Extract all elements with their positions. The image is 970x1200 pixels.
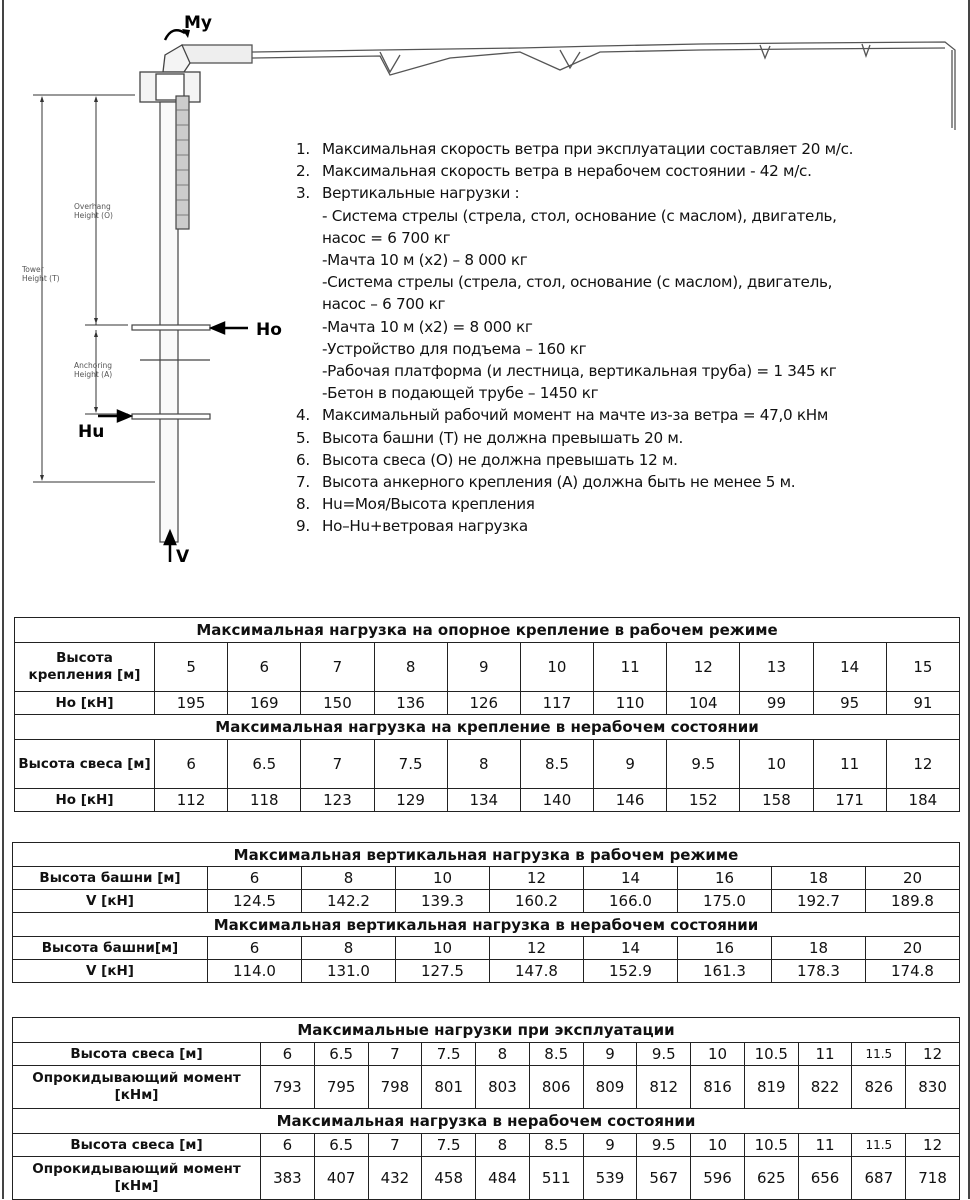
table-row bbox=[13, 960, 960, 983]
table-cell: 809 bbox=[583, 1066, 637, 1109]
note-number: 5. bbox=[296, 428, 310, 447]
table-section-title: Максимальная вертикальная нагрузка в рабочем режиме bbox=[13, 843, 960, 867]
table-cell: 8.5 bbox=[520, 740, 593, 789]
row-header: Ho [кН] bbox=[15, 692, 155, 715]
table-cell: 5 bbox=[155, 643, 228, 692]
row-header: V [кН] bbox=[13, 890, 208, 913]
note-item bbox=[296, 160, 956, 182]
table-cell: 6 bbox=[155, 740, 228, 789]
table-cell: 91 bbox=[886, 692, 959, 715]
table-row bbox=[13, 937, 960, 960]
row-header: Опрокидывающий момент [кНм] bbox=[13, 1066, 261, 1109]
note-item bbox=[296, 138, 956, 160]
note-item bbox=[296, 182, 956, 204]
table-cell: 8 bbox=[447, 740, 520, 789]
row-header: Высота башни [м] bbox=[13, 867, 208, 890]
note-item: насос – 6 700 кг bbox=[322, 295, 446, 314]
table-cell: 9.5 bbox=[667, 740, 740, 789]
table-cell: 175.0 bbox=[678, 890, 772, 913]
table-cell: 9 bbox=[583, 1043, 637, 1066]
table-cell: 7 bbox=[368, 1043, 422, 1066]
table-cell: 9 bbox=[594, 740, 667, 789]
note-item bbox=[296, 471, 956, 493]
moment-arrow-icon bbox=[165, 30, 185, 40]
table-cell: 8 bbox=[302, 867, 396, 890]
table-cell: 10 bbox=[396, 867, 490, 890]
table-cell: 10 bbox=[396, 937, 490, 960]
table-cell: 14 bbox=[584, 937, 678, 960]
table-cell: 9 bbox=[583, 1134, 637, 1157]
table-row bbox=[15, 740, 960, 789]
table-cell: 12 bbox=[906, 1043, 960, 1066]
table-cell: 596 bbox=[691, 1157, 745, 1200]
table-cell: 801 bbox=[422, 1066, 476, 1109]
table-cell: 7 bbox=[301, 740, 374, 789]
note-number: 8. bbox=[296, 495, 310, 514]
table-cell: 123 bbox=[301, 789, 374, 812]
table-title-row bbox=[15, 618, 960, 643]
hu-arrow-icon bbox=[98, 411, 130, 421]
table-cell: 139.3 bbox=[396, 890, 490, 913]
table-cell: 146 bbox=[594, 789, 667, 812]
table-cell: 18 bbox=[772, 867, 866, 890]
overturning-moment-table bbox=[12, 1017, 960, 1200]
note-item: -Бетон в подающей трубе – 1450 кг bbox=[322, 384, 599, 403]
table-cell: 407 bbox=[314, 1157, 368, 1200]
note-item bbox=[296, 427, 956, 449]
table-cell: 142.2 bbox=[302, 890, 396, 913]
table-section-title: Максимальная вертикальная нагрузка в нерабочем состоянии bbox=[13, 913, 960, 937]
note-text: Высота свеса (O) не должна превышать 12 м. bbox=[322, 450, 678, 469]
note-number: 7. bbox=[296, 473, 310, 492]
tower-label-2: Height (T) bbox=[22, 274, 60, 283]
table-cell: 8 bbox=[374, 643, 447, 692]
table-cell: 10 bbox=[520, 643, 593, 692]
table-row bbox=[15, 643, 960, 692]
v-label: V bbox=[176, 547, 190, 567]
ho-label: Ho bbox=[256, 320, 282, 340]
table-cell: 126 bbox=[447, 692, 520, 715]
table-cell: 12 bbox=[490, 867, 584, 890]
table-row bbox=[13, 1066, 960, 1109]
row-header: Высота свеса [м] bbox=[15, 740, 155, 789]
row-header: Высота свеса [м] bbox=[13, 1043, 261, 1066]
table-title-row bbox=[13, 843, 960, 867]
table-cell: 184 bbox=[886, 789, 959, 812]
table-row bbox=[13, 1157, 960, 1200]
note-number: 6. bbox=[296, 450, 310, 469]
table-row bbox=[15, 789, 960, 812]
table-cell: 7.5 bbox=[422, 1134, 476, 1157]
table-cell: 656 bbox=[798, 1157, 852, 1200]
overhang-label-1: Overhang bbox=[74, 202, 111, 211]
table-cell: 14 bbox=[584, 867, 678, 890]
table-cell: 798 bbox=[368, 1066, 422, 1109]
note-item bbox=[296, 493, 956, 515]
table-cell: 15 bbox=[886, 643, 959, 692]
table-cell: 16 bbox=[678, 937, 772, 960]
table-section-title: Максимальные нагрузки при эксплуатации bbox=[13, 1018, 960, 1043]
note-item: -Мачта 10 м (x2) = 8 000 кг bbox=[322, 317, 533, 336]
table-cell: 169 bbox=[228, 692, 301, 715]
note-number: 4. bbox=[296, 406, 310, 425]
table-cell: 6 bbox=[228, 643, 301, 692]
table-cell: 6 bbox=[208, 937, 302, 960]
table-cell: 8 bbox=[302, 937, 396, 960]
table-cell: 8 bbox=[476, 1134, 530, 1157]
table-cell: 20 bbox=[866, 937, 960, 960]
hu-label: Hu bbox=[78, 422, 105, 442]
anchoring-label-2: Height (A) bbox=[74, 370, 113, 379]
anchor-load-table bbox=[14, 617, 960, 812]
table-cell: 687 bbox=[852, 1157, 906, 1200]
table-section-title: Максимальная нагрузка на опорное крепление в рабочем режиме bbox=[15, 618, 960, 643]
table-cell: 718 bbox=[906, 1157, 960, 1200]
table-cell: 9.5 bbox=[637, 1134, 691, 1157]
table-cell: 192.7 bbox=[772, 890, 866, 913]
table-cell: 458 bbox=[422, 1157, 476, 1200]
table-cell: 7 bbox=[301, 643, 374, 692]
table-cell: 812 bbox=[637, 1066, 691, 1109]
note-number: 3. bbox=[296, 184, 310, 203]
table-cell: 484 bbox=[476, 1157, 530, 1200]
table-cell: 9.5 bbox=[637, 1043, 691, 1066]
table-cell: 20 bbox=[866, 867, 960, 890]
table-cell: 11 bbox=[798, 1043, 852, 1066]
vertical-load-table bbox=[12, 842, 960, 983]
note-text: Hu=Моя/Высота крепления bbox=[322, 495, 535, 514]
note-item bbox=[296, 515, 956, 537]
table-cell: 12 bbox=[886, 740, 959, 789]
table-cell: 171 bbox=[813, 789, 886, 812]
table-cell: 129 bbox=[374, 789, 447, 812]
table-cell: 7.5 bbox=[374, 740, 447, 789]
table-cell: 118 bbox=[228, 789, 301, 812]
notes-list bbox=[296, 138, 956, 538]
table-cell: 6 bbox=[208, 867, 302, 890]
table-cell: 160.2 bbox=[490, 890, 584, 913]
table-cell: 511 bbox=[529, 1157, 583, 1200]
table-cell: 8.5 bbox=[529, 1043, 583, 1066]
table-cell: 136 bbox=[374, 692, 447, 715]
note-item: -Система стрелы (стрела, стол, основание (с маслом), двигатель, bbox=[322, 273, 833, 292]
table-cell: 819 bbox=[744, 1066, 798, 1109]
table-cell: 127.5 bbox=[396, 960, 490, 983]
overhang-label-2: Height (O) bbox=[74, 211, 113, 220]
table-cell: 7 bbox=[368, 1134, 422, 1157]
table-cell: 822 bbox=[798, 1066, 852, 1109]
table-cell: 11 bbox=[798, 1134, 852, 1157]
table-cell: 110 bbox=[594, 692, 667, 715]
table-row bbox=[13, 1134, 960, 1157]
table-title-row bbox=[15, 715, 960, 740]
table-row bbox=[15, 692, 960, 715]
table-cell: 99 bbox=[740, 692, 813, 715]
table-cell: 383 bbox=[261, 1157, 315, 1200]
note-item: -Рабочая платформа (и лестница, вертикальная труба) = 1 345 кг bbox=[322, 362, 837, 381]
table-cell: 152 bbox=[667, 789, 740, 812]
row-header: Высота свеса [м] bbox=[13, 1134, 261, 1157]
table-cell: 567 bbox=[637, 1157, 691, 1200]
table-cell: 6.5 bbox=[314, 1134, 368, 1157]
row-header: V [кН] bbox=[13, 960, 208, 983]
table-section-title: Максимальная нагрузка на крепление в нерабочем состоянии bbox=[15, 715, 960, 740]
table-cell: 803 bbox=[476, 1066, 530, 1109]
tower bbox=[132, 96, 210, 542]
table-cell: 6 bbox=[261, 1043, 315, 1066]
note-item bbox=[296, 449, 956, 471]
note-text: Ho–Hu+ветровая нагрузка bbox=[322, 517, 528, 536]
note-number: 1. bbox=[296, 140, 310, 158]
table-cell: 174.8 bbox=[866, 960, 960, 983]
note-text: Максимальный рабочий момент на мачте из-за ветра = 47,0 кНм bbox=[322, 406, 829, 425]
row-header: Высота крепления [м] bbox=[15, 643, 155, 692]
table-cell: 6.5 bbox=[314, 1043, 368, 1066]
table-cell: 134 bbox=[447, 789, 520, 812]
table-cell: 6.5 bbox=[228, 740, 301, 789]
note-text: Вертикальные нагрузки : bbox=[322, 184, 520, 203]
table-cell: 16 bbox=[678, 867, 772, 890]
table-cell: 189.8 bbox=[866, 890, 960, 913]
ho-arrow-icon bbox=[212, 323, 248, 333]
table-cell: 10 bbox=[740, 740, 813, 789]
table-cell: 11 bbox=[813, 740, 886, 789]
table-row bbox=[13, 867, 960, 890]
note-text: Максимальная скорость ветра при эксплуатации составляет 20 м/с. bbox=[322, 140, 854, 158]
note-item: насос = 6 700 кг bbox=[322, 228, 451, 247]
table-cell: 11 bbox=[594, 643, 667, 692]
note-text: Высота анкерного крепления (A) должна быть не менее 5 м. bbox=[322, 473, 796, 492]
table-cell: 432 bbox=[368, 1157, 422, 1200]
table-title-row bbox=[13, 913, 960, 937]
table-cell: 8.5 bbox=[529, 1134, 583, 1157]
table-cell: 816 bbox=[691, 1066, 745, 1109]
table-cell: 10 bbox=[691, 1043, 745, 1066]
table-cell: 12 bbox=[667, 643, 740, 692]
table-cell: 161.3 bbox=[678, 960, 772, 983]
table-cell: 150 bbox=[301, 692, 374, 715]
table-cell: 7.5 bbox=[422, 1043, 476, 1066]
table-cell: 12 bbox=[490, 937, 584, 960]
note-number: 2. bbox=[296, 162, 310, 181]
note-number: 9. bbox=[296, 517, 310, 536]
table-cell: 140 bbox=[520, 789, 593, 812]
table-title-row bbox=[13, 1018, 960, 1043]
tower-label-1: Tower bbox=[22, 265, 44, 274]
table-cell: 152.9 bbox=[584, 960, 678, 983]
row-header: Опрокидывающий момент [кНм] bbox=[13, 1157, 261, 1200]
table-cell: 11.5 bbox=[852, 1043, 906, 1066]
table-cell: 195 bbox=[155, 692, 228, 715]
note-text: Максимальная скорость ветра в нерабочем состоянии - 42 м/с. bbox=[322, 162, 812, 181]
table-cell: 795 bbox=[314, 1066, 368, 1109]
note-item: -Мачта 10 м (x2) – 8 000 кг bbox=[322, 251, 528, 270]
table-cell: 124.5 bbox=[208, 890, 302, 913]
table-section-title: Максимальная нагрузка в нерабочем состоянии bbox=[13, 1109, 960, 1134]
table-cell: 18 bbox=[772, 937, 866, 960]
table-cell: 10.5 bbox=[744, 1043, 798, 1066]
note-text: Высота башни (T) не должна превышать 20 м. bbox=[322, 428, 684, 447]
table-cell: 9 bbox=[447, 643, 520, 692]
table-cell: 131.0 bbox=[302, 960, 396, 983]
table-cell: 826 bbox=[852, 1066, 906, 1109]
table-cell: 6 bbox=[261, 1134, 315, 1157]
table-cell: 14 bbox=[813, 643, 886, 692]
note-item: -Устройство для подъема – 160 кг bbox=[322, 339, 587, 358]
table-cell: 158 bbox=[740, 789, 813, 812]
table-cell: 11.5 bbox=[852, 1134, 906, 1157]
table-cell: 95 bbox=[813, 692, 886, 715]
table-cell: 12 bbox=[906, 1134, 960, 1157]
note-item: - Система стрелы (стрела, стол, основание (с маслом), двигатель, bbox=[322, 206, 837, 225]
table-cell: 793 bbox=[261, 1066, 315, 1109]
row-header: Ho [кН] bbox=[15, 789, 155, 812]
table-row bbox=[13, 1043, 960, 1066]
table-cell: 8 bbox=[476, 1043, 530, 1066]
table-cell: 147.8 bbox=[490, 960, 584, 983]
row-header: Высота башни[м] bbox=[13, 937, 208, 960]
table-cell: 806 bbox=[529, 1066, 583, 1109]
boom-drawing bbox=[182, 42, 955, 130]
table-cell: 625 bbox=[744, 1157, 798, 1200]
table-cell: 10 bbox=[691, 1134, 745, 1157]
moment-label: My bbox=[184, 13, 212, 33]
table-title-row bbox=[13, 1109, 960, 1134]
table-cell: 104 bbox=[667, 692, 740, 715]
anchoring-label-1: Anchoring bbox=[74, 361, 113, 370]
table-cell: 117 bbox=[520, 692, 593, 715]
table-cell: 13 bbox=[740, 643, 813, 692]
note-item bbox=[296, 404, 956, 426]
table-cell: 178.3 bbox=[772, 960, 866, 983]
table-cell: 166.0 bbox=[584, 890, 678, 913]
table-row bbox=[13, 890, 960, 913]
table-cell: 10.5 bbox=[744, 1134, 798, 1157]
table-cell: 112 bbox=[155, 789, 228, 812]
table-cell: 830 bbox=[906, 1066, 960, 1109]
table-cell: 539 bbox=[583, 1157, 637, 1200]
table-cell: 114.0 bbox=[208, 960, 302, 983]
